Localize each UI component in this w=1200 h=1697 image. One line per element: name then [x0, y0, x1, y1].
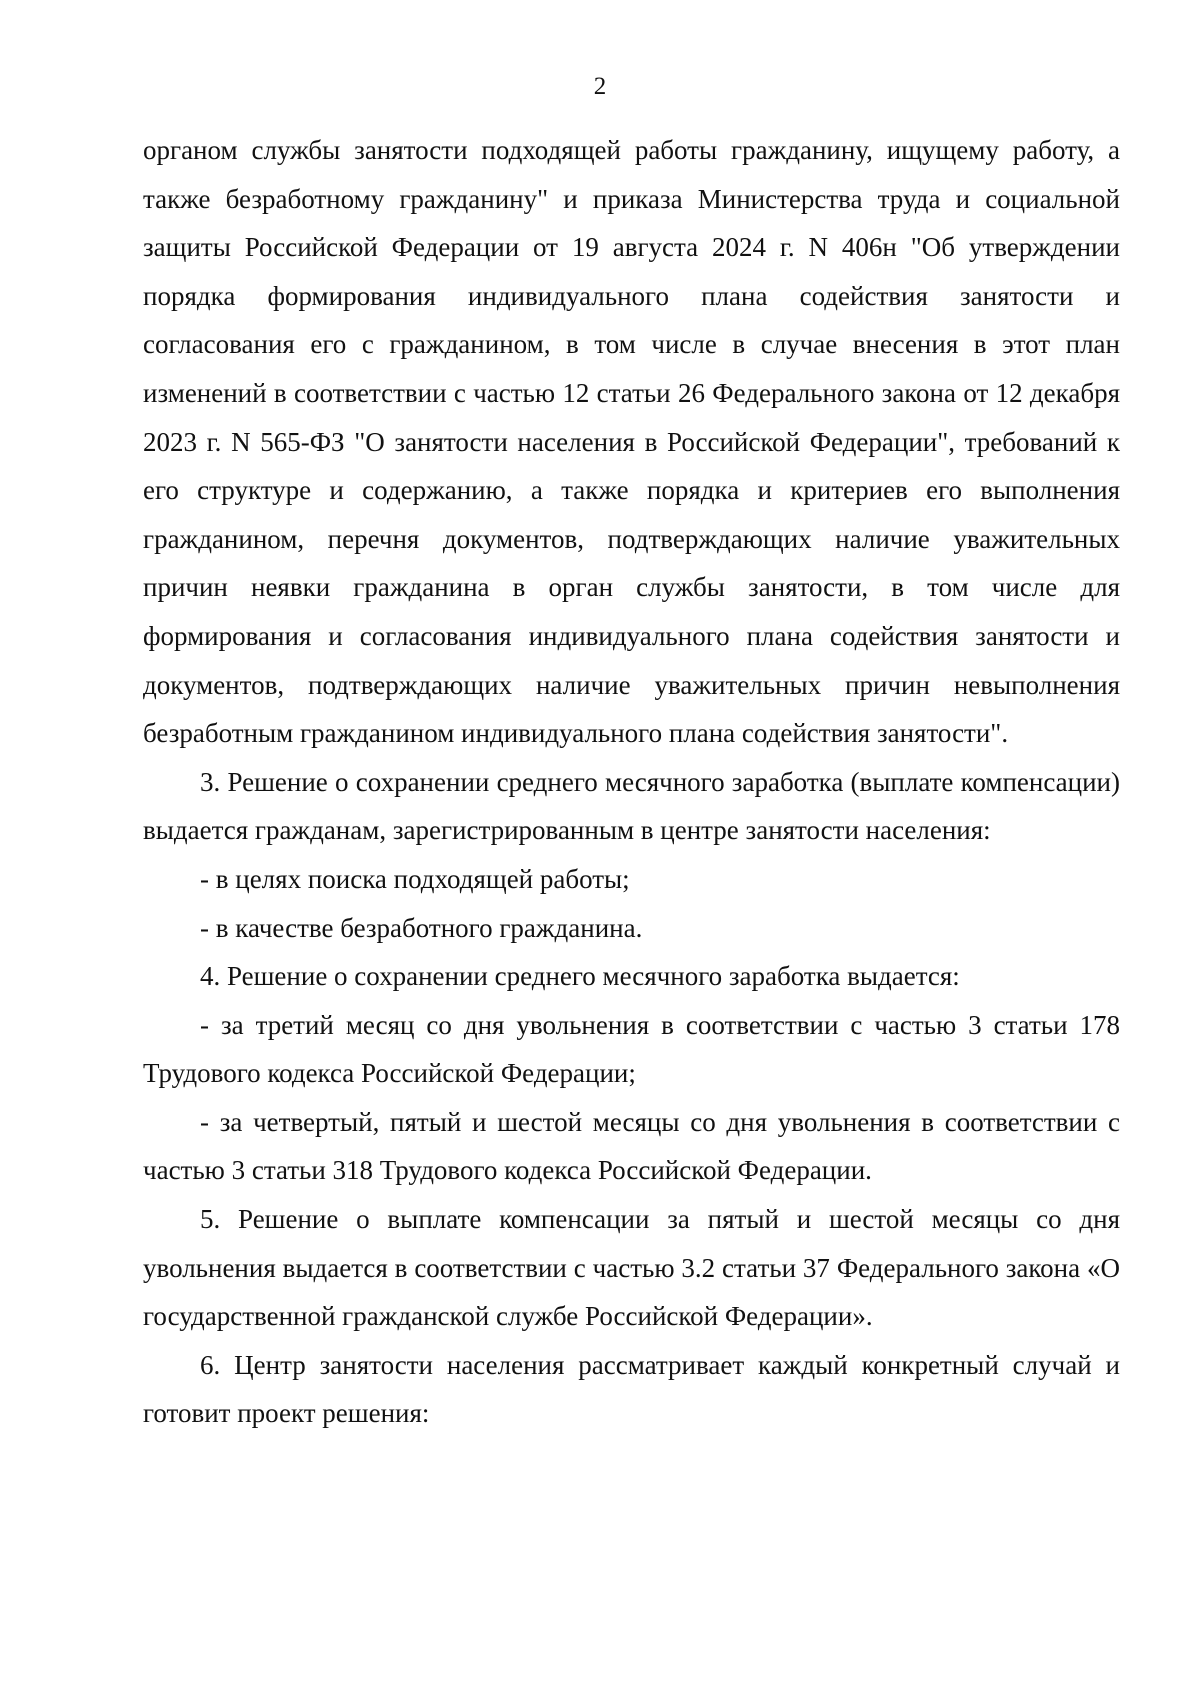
paragraph-continuation: органом службы занятости подходящей работы гражданину, ищущему работу, а также безработному гражданину" и приказа Министерства труда и социальной защиты Российской Федерации от 19 августа 2024 г. N 406н "Об утверждении порядка формирования индивидуального плана содействия занятости и согласования его с гражданином, в том числе в случае внесения в этот план изменений в соответствии с частью 12 статьи 26 Федерального закона от 12 декабря 2023 г. N 565-ФЗ "О занятости населения в Российской Федерации", требований к его структуре и содержанию, а также порядка и критериев его выполнения гражданином, перечня документов, подтверждающих наличие уважительных причин неявки гражданина в орган службы занятости, в том числе для формирования и согласования индивидуального плана содействия занятости и документов, подтверждающих наличие уважительных причин невыполнения безработным гражданином индивидуального плана содействия занятости". — [143, 135, 1120, 749]
paragraph-item-4-bullet-1: - за третий месяц со дня увольнения в соответствии с частью 3 статьи 178 Трудового кодекса Российской Федерации; — [143, 1009, 1120, 1089]
paragraph-item-4-bullet-2: - за четвертый, пятый и шестой месяцы со дня увольнения в соответствии с частью 3 статьи 318 Трудового кодекса Российской Федерации. — [143, 1106, 1120, 1186]
paragraph-item-3: 3. Решение о сохранении среднего месячного заработка (выплате компенсации) выдается гражданам, зарегистрированным в центре занятости населения: — [143, 766, 1120, 846]
paragraph-item-5: 5. Решение о выплате компенсации за пятый и шестой месяцы со дня увольнения выдается в соответствии с частью 3.2 статьи 37 Федерального закона «О государственной гражданской службе Российской Федерации». — [143, 1204, 1120, 1332]
paragraph-item-6: 6. Центр занятости населения рассматривает каждый конкретный случай и готовит проект решения: — [143, 1349, 1120, 1429]
paragraph-item-3-bullet-1: - в целях поиска подходящей работы; — [200, 863, 630, 894]
paragraph-item-4: 4. Решение о сохранении среднего месячного заработка выдается: — [200, 961, 960, 992]
document-body — [143, 126, 1120, 1438]
paragraph-item-3-bullet-2: - в качестве безработного гражданина. — [200, 912, 643, 943]
page-number: 2 — [593, 73, 607, 100]
